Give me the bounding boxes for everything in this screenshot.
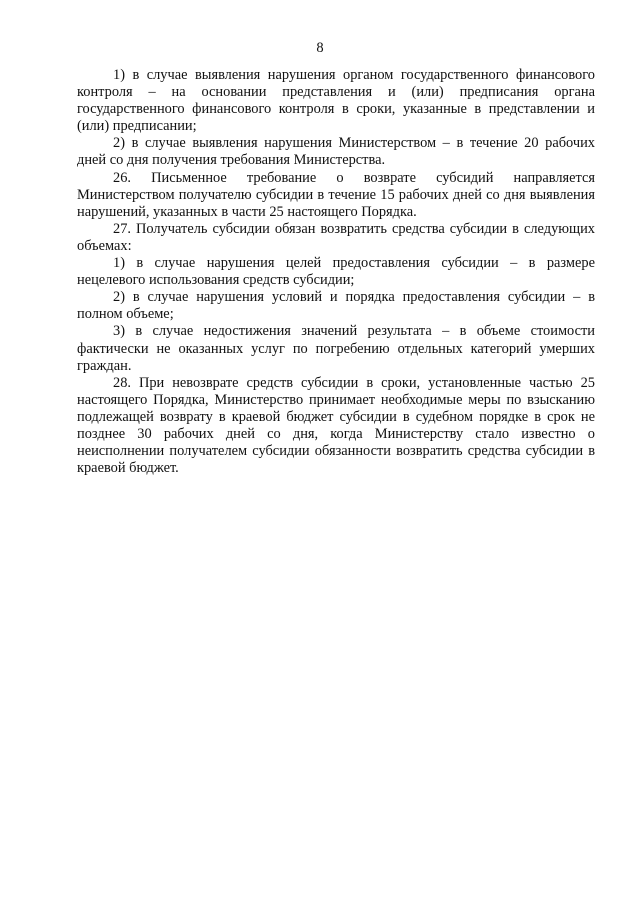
paragraph-27-item-3: 3) в случае недостижения значений результата – в объеме стоимости фактически не оказанных услуг по погребению отдельных категорий умерших граждан. (77, 323, 595, 374)
paragraph-violation-ministry: 2) в случае выявления нарушения Министерством – в течение 20 рабочих дней со дня получения требования Министерства. (77, 135, 595, 169)
paragraph-27-item-2: 2) в случае нарушения условий и порядка предоставления субсидии – в полном объеме; (77, 289, 595, 323)
paragraph-26-written-demand: 26. Письменное требование о возврате субсидий направляется Министерством получателю субсидии в течение 15 рабочих дней со дня выявления нарушений, указанных в части 25 настоящего Порядка. (77, 169, 595, 220)
paragraph-28-non-return: 28. При невозврате средств субсидии в сроки, установленные частью 25 настоящего Порядка, Министерство принимает необходимые меры по взысканию подлежащей возврату в краевой бюджет субсидии в судебном порядке в срок не позднее 30 рабочих дней со дня, когда Министерству стало известно о неисполнении получателем субсидии обязанности возвратить средства субсидии в краевой бюджет. (77, 374, 595, 477)
paragraph-27-return-obligation: 27. Получатель субсидии обязан возвратить средства субсидии в следующих объемах: (77, 220, 595, 254)
document-body (77, 67, 595, 477)
paragraph-violation-control-body: 1) в случае выявления нарушения органом государственного финансового контроля – на основании представления и (или) предписания органа государственного финансового контроля в сроки, указанные в представлении и (или) предписании; (77, 67, 595, 135)
page-number: 8 (316, 40, 324, 56)
paragraph-27-item-1: 1) в случае нарушения целей предоставления субсидии – в размере нецелевого использования средств субсидии; (77, 255, 595, 289)
